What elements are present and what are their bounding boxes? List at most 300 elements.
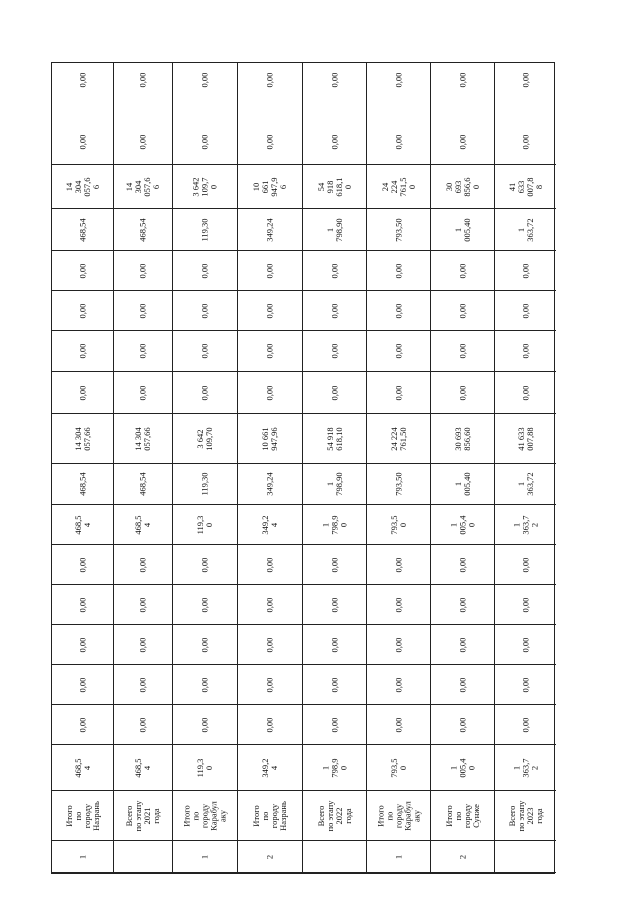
cell-text: 1 005,40 [452,217,472,242]
value-cell [173,505,237,545]
cell-text: 0,00 [264,385,275,400]
value-cell [52,251,113,291]
value-cell [303,291,366,331]
value-cell [303,665,366,705]
cell-text: 1 005,4 0 [448,757,476,778]
value-cell [52,414,113,464]
cell-text: 0,00 [77,597,87,612]
value-cell [303,209,366,251]
cell-text: 468,5 4 [72,514,92,535]
cell-text: 793,5 0 [388,757,408,778]
cell-text: 0,00 [264,717,275,732]
value-cell [495,585,556,625]
cell-text: 0,00 [457,385,467,400]
row-number-cell [431,841,494,873]
value-cell [238,625,302,665]
value-cell [431,372,494,414]
value-cell [52,41,113,119]
value-cell [367,665,430,705]
cell-text: 468,54 [137,217,148,242]
cell-text: 0,00 [77,717,87,732]
cell-text: 0,00 [77,637,87,652]
cell-text: 793,50 [393,217,403,242]
cell-text: 0,00 [77,385,87,400]
cell-text: 0,00 [264,637,275,652]
cell-text: 0,00 [264,677,275,692]
cell-text: 1 798,9 0 [320,757,348,778]
cell-text: 14 304 057,6 6 [124,176,161,197]
cell-text: 0,00 [393,303,403,318]
cell-text: 0,00 [329,134,339,149]
cell-text: 119,3 0 [195,515,214,534]
cell-text: 0,00 [137,637,148,652]
value-cell [495,625,556,665]
cell-text: Всего по этапу 2023 года [506,800,544,831]
cell-text: 0,00 [520,637,530,652]
value-cell [367,585,430,625]
cell-text: 0,00 [329,303,339,318]
value-cell [303,372,366,414]
cell-text: 1 363,72 [515,472,535,496]
cell-text: 1 363,72 [515,217,535,242]
cell-text: 0,00 [77,343,87,359]
value-cell [173,625,237,665]
value-cell [52,625,113,665]
value-cell [52,545,113,585]
cell-text: Итого по городу Карабул аку [375,800,421,831]
value-cell [173,372,237,414]
cell-text: 0,00 [329,557,339,572]
cell-text: 0,00 [520,557,530,572]
cell-text: 0,00 [457,557,467,572]
value-cell [114,665,172,705]
value-cell [173,251,237,291]
cell-text: 0,00 [393,717,403,732]
value-cell [431,165,494,209]
cell-text: 54 918 618,1 0 [315,176,353,197]
cell-text: 0,00 [393,385,403,400]
cell-text: 0,00 [137,134,148,149]
value-cell [303,585,366,625]
cell-text: 0,00 [137,343,148,359]
value-cell [238,464,302,505]
cell-text: 0,00 [457,72,467,88]
row-number-cell [238,841,302,873]
value-cell [238,41,302,119]
value-cell [114,331,172,372]
cell-text: 0,00 [137,557,148,572]
cell-text: 0,00 [77,557,87,572]
value-cell [495,41,556,119]
value-cell [495,291,556,331]
value-cell [52,665,113,705]
row-label-cell [52,791,113,841]
value-cell [52,209,113,251]
value-cell [367,372,430,414]
value-cell [303,41,366,119]
cell-text: 1 798,90 [324,472,344,496]
value-cell [303,165,366,209]
cell-text: 1 005,40 [452,472,472,496]
value-cell [367,119,430,165]
cell-text: 0,00 [457,343,467,359]
value-cell [173,585,237,625]
cell-text: 2 [264,854,275,859]
cell-text: 0,00 [199,263,210,278]
value-cell [431,331,494,372]
value-cell [114,209,172,251]
cell-text: 24 224 761,50 [388,426,408,451]
cell-text: 0,00 [199,72,210,88]
cell-text: 3 642 109,7 0 [190,176,219,197]
value-cell [303,251,366,291]
value-cell [173,291,237,331]
cell-text: 1 363,7 2 [511,757,539,778]
cell-text: 349,2 4 [260,514,279,535]
value-cell [114,585,172,625]
table-row [366,63,430,873]
row-number-cell [173,841,237,873]
cell-text: 349,24 [264,472,275,496]
table-row [52,63,113,873]
value-cell [303,464,366,505]
cell-text: 0,00 [520,72,530,88]
cell-text: 0,00 [77,72,87,88]
cell-text: 2 [457,854,467,859]
row-number-cell [52,841,113,873]
cell-text: 0,00 [457,637,467,652]
value-cell [114,745,172,791]
value-cell [173,165,237,209]
cell-text: 0,00 [393,72,403,88]
cell-text: 30 693 856,6 0 [443,176,481,197]
cell-text: 119,3 0 [195,758,214,777]
value-cell [367,291,430,331]
cell-text: 468,54 [77,472,87,496]
cell-text: 10 661 947,96 [260,426,279,451]
value-cell [303,505,366,545]
cell-text: 0,00 [137,677,148,692]
value-cell [114,464,172,505]
cell-text: Итого по городу Назрань [63,800,101,831]
cell-text: 0,00 [77,303,87,318]
cell-text: 0,00 [393,597,403,612]
value-cell [367,625,430,665]
cell-text: 0,00 [199,134,210,149]
row-number-cell [114,841,172,873]
value-cell [114,625,172,665]
cell-text: 0,00 [137,385,148,400]
value-cell [495,331,556,372]
value-cell [52,291,113,331]
cell-text: 0,00 [457,263,467,278]
cell-text: 1 798,9 0 [320,514,348,535]
value-cell [52,464,113,505]
cell-text: 14 304 057,66 [133,426,152,451]
cell-text: 0,00 [520,134,530,149]
row-label-cell [495,791,556,841]
cell-text: 0,00 [520,385,530,400]
value-cell [238,165,302,209]
row-number-cell [495,841,556,873]
cell-text: Итого по городу Назрань [251,800,288,831]
cell-text: 0,00 [457,303,467,318]
value-cell [114,165,172,209]
value-cell [431,625,494,665]
value-cell [367,705,430,745]
value-cell [238,414,302,464]
cell-text: Всего по этапу 2021 года [124,800,161,831]
table-row [237,63,302,873]
value-cell [367,545,430,585]
value-cell [238,705,302,745]
value-cell [114,291,172,331]
cell-text: 3 642 109,70 [195,426,214,451]
value-cell [114,119,172,165]
value-cell [495,745,556,791]
value-cell [367,41,430,119]
value-cell [238,291,302,331]
value-cell [238,545,302,585]
row-number-cell [367,841,430,873]
value-cell [367,464,430,505]
row-label-cell [303,791,366,841]
cell-text: 0,00 [264,134,275,149]
cell-text: 468,54 [137,472,148,496]
cell-text: 0,00 [264,597,275,612]
value-cell [367,251,430,291]
cell-text: 0,00 [393,637,403,652]
row-label-cell [114,791,172,841]
cell-text: 0,00 [393,343,403,359]
value-cell [303,331,366,372]
cell-text: Итого по городу Карабул aку [181,800,228,831]
cell-text: 0,00 [457,677,467,692]
cell-text: 0,00 [393,677,403,692]
value-cell [173,665,237,705]
value-cell [52,331,113,372]
cell-text: 0,00 [520,263,530,278]
value-cell [431,119,494,165]
value-cell [431,251,494,291]
value-cell [495,545,556,585]
value-cell [431,464,494,505]
cell-text: 0,00 [329,343,339,359]
cell-text: 793,5 0 [388,514,408,535]
cell-text: 793,50 [393,472,403,496]
value-cell [431,209,494,251]
value-cell [303,625,366,665]
cell-text: 0,00 [77,677,87,692]
cell-text: 0,00 [199,385,210,400]
value-cell [52,705,113,745]
cell-text: 41 633 007,8 8 [506,176,544,197]
value-cell [431,41,494,119]
value-cell [52,165,113,209]
cell-text: 468,5 4 [133,757,152,778]
value-cell [495,165,556,209]
cell-text: 54 918 618,10 [324,426,344,451]
value-cell [367,414,430,464]
value-cell [52,119,113,165]
cell-text: 0,00 [137,597,148,612]
value-cell [495,705,556,745]
cell-text: 14 304 057,66 [72,426,92,451]
value-cell [238,745,302,791]
table-row [172,63,237,873]
value-cell [238,665,302,705]
cell-text: 0,00 [457,717,467,732]
cell-text: 349,2 4 [260,757,279,778]
value-cell [173,331,237,372]
cell-text: 1 798,90 [324,217,344,242]
cell-text: 0,00 [520,343,530,359]
value-cell [173,745,237,791]
value-cell [114,545,172,585]
value-cell [114,414,172,464]
cell-text: Итого по городу Сунже [443,803,481,828]
cell-text: 0,00 [264,343,275,359]
cell-text: 1 [199,854,210,859]
cell-text: 0,00 [137,72,148,88]
value-cell [238,119,302,165]
cell-text: 24 224 761,5 0 [379,176,417,197]
value-cell [114,505,172,545]
cell-text: 0,00 [329,597,339,612]
value-cell [431,291,494,331]
value-cell [52,585,113,625]
value-cell [238,585,302,625]
value-cell [52,745,113,791]
value-cell [367,745,430,791]
cell-text: 0,00 [329,637,339,652]
cell-text: 119,30 [199,217,210,242]
cell-text: 0,00 [264,303,275,318]
cell-text: 0,00 [329,385,339,400]
value-cell [367,505,430,545]
value-cell [114,705,172,745]
cell-text: 0,00 [199,637,210,652]
value-cell [367,209,430,251]
table-row [302,63,366,873]
value-cell [431,665,494,705]
cell-text: 0,00 [199,717,210,732]
value-cell [495,209,556,251]
cell-text: 0,00 [520,597,530,612]
value-cell [431,585,494,625]
cell-text: 41 633 007,88 [515,426,535,451]
value-cell [495,464,556,505]
cell-text: 0,00 [393,134,403,149]
cell-text: 0,00 [199,677,210,692]
cell-text: 468,5 4 [133,514,152,535]
cell-text: 0,00 [264,263,275,278]
value-cell [303,545,366,585]
value-cell [303,119,366,165]
value-cell [431,745,494,791]
value-cell [173,41,237,119]
value-cell [173,414,237,464]
cell-text: 0,00 [77,134,87,149]
cell-text: 349,24 [264,217,275,242]
value-cell [238,209,302,251]
rotated-table [51,62,555,874]
row-label-cell [367,791,430,841]
value-cell [173,545,237,585]
value-cell [303,705,366,745]
value-cell [238,331,302,372]
value-cell [238,505,302,545]
cell-text: 0,00 [329,717,339,732]
table-row [430,63,494,873]
cell-text: 0,00 [520,677,530,692]
value-cell [52,505,113,545]
value-cell [495,414,556,464]
value-cell [495,119,556,165]
value-cell [173,209,237,251]
value-cell [52,372,113,414]
value-cell [303,745,366,791]
table-row [494,63,556,873]
value-cell [431,414,494,464]
value-cell [173,119,237,165]
value-cell [495,665,556,705]
cell-text: 1 005,4 0 [448,514,476,535]
cell-text: Всего по этапу 2022 года [315,800,353,831]
row-label-cell [238,791,302,841]
value-cell [495,251,556,291]
row-number-cell [303,841,366,873]
cell-text: 10 661 947,9 6 [251,176,288,197]
row-label-cell [173,791,237,841]
value-cell [238,372,302,414]
cell-text: 0,00 [329,677,339,692]
cell-text: 468,5 4 [72,757,92,778]
cell-text: 0,00 [520,717,530,732]
cell-text: 0,00 [457,134,467,149]
cell-text: 0,00 [329,72,339,88]
cell-text: 0,00 [137,263,148,278]
value-cell [431,705,494,745]
cell-text: 0,00 [457,597,467,612]
value-cell [495,372,556,414]
value-cell [367,165,430,209]
cell-text: 468,54 [77,217,87,242]
value-cell [367,331,430,372]
cell-text: 0,00 [199,303,210,318]
cell-text: 0,00 [520,303,530,318]
value-cell [173,464,237,505]
cell-text: 119,30 [199,472,210,496]
value-cell [431,545,494,585]
value-cell [495,505,556,545]
value-cell [114,41,172,119]
cell-text: 0,00 [137,717,148,732]
cell-text: 1 [393,854,403,859]
cell-text: 14 304 057,6 6 [63,176,101,197]
cell-text: 0,00 [199,343,210,359]
cell-text: 0,00 [264,72,275,88]
cell-text: 1 [77,854,87,859]
cell-text: 0,00 [137,303,148,318]
value-cell [173,705,237,745]
cell-text: 1 363,7 2 [511,514,539,535]
value-cell [431,505,494,545]
value-cell [114,372,172,414]
cell-text: 0,00 [199,597,210,612]
row-label-cell [431,791,494,841]
value-cell [303,414,366,464]
